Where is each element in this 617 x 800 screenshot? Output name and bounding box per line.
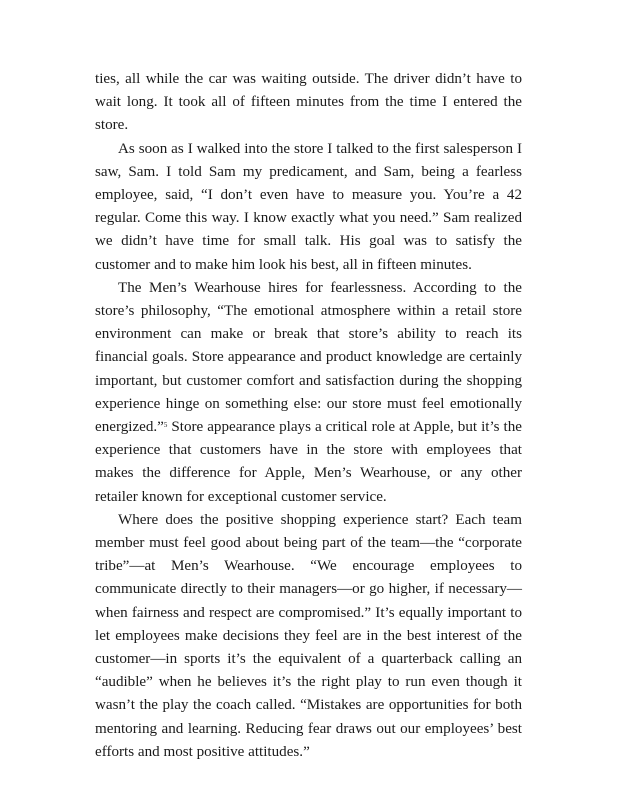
paragraph-sam-story: As soon as I walked into the store I talked to the first salesperson I saw, Sam. I told Sam my predicament, and Sam, being a fearless employee, said, “I don’t even have to measure you. You’re a 42 regular. Come this way. I know exactly what you need.” Sam realized we didn’t have time for small talk. His goal was to satisfy the customer and to make him look his best, all in fifteen minutes. [95, 140, 522, 273]
paragraph-mens-wearhouse-fearlessness [95, 277, 522, 509]
book-page [95, 68, 522, 764]
paragraph-text-before-note: The Men’s Wearhouse hires for fearlessness. According to the store’s philosophy, “The emotional atmosphere within a retail store environment can make or break that store’s ability to reach its financial goals. Store appearance and product knowledge are certainly important, but customer comfort and satisfaction during the shopping experience hinge on something else: our store must feel emotionally energized.” [95, 279, 522, 436]
footnote-marker: 5 [163, 421, 168, 430]
paragraph-continuation: ties, all while the car was waiting outside. The driver didn’t have to wait long. It took all of fifteen minutes from the time I entered the store. [95, 71, 522, 134]
paragraph-text-after-note: Store appearance plays a critical role at Apple, but it’s the experience that customers have in the store with employees that makes the difference for Apple, Men’s Wearhouse, or any other retailer known for exceptional customer service. [95, 419, 522, 505]
paragraph-positive-experience: Where does the positive shopping experience start? Each team member must feel good about being part of the team—the “corporate tribe”—at Men’s Wearhouse. “We encourage employees to communicate directly to their managers—or go higher, if necessary—when fairness and respect are compromised.” It’s equally important to let employees make decisions they feel are in the best interest of the customer—in sports it’s the equivalent of a quarterback calling an “audible” when he believes it’s the right play to run even though it wasn’t the play the coach called. “Mistakes are opportunities for both mentoring and learning. Reducing fear draws out our employees’ best efforts and most positive attitudes.” [95, 511, 522, 760]
